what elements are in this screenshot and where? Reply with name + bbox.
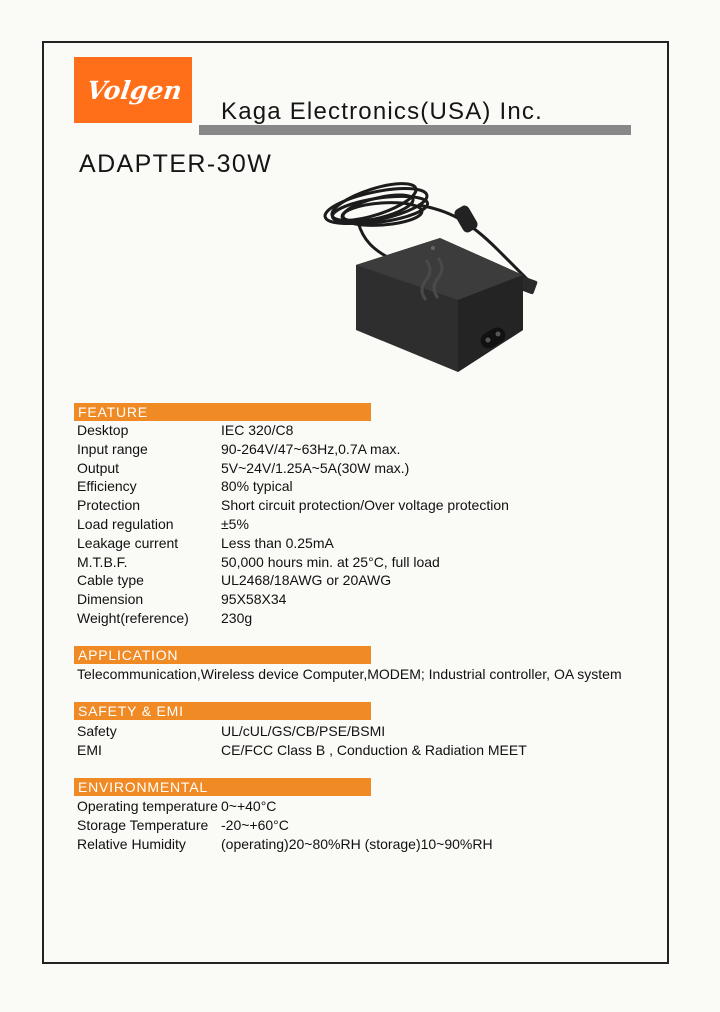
safety-value: CE/FCC Class B , Conduction & Radiation MEET bbox=[221, 741, 527, 758]
application-section-header: APPLICATION bbox=[74, 646, 371, 664]
feature-label: Leakage current bbox=[77, 534, 179, 551]
feature-value: IEC 320/C8 bbox=[221, 422, 294, 438]
feature-label: Load regulation bbox=[77, 516, 174, 532]
safety-section-header: SAFETY & EMI bbox=[74, 702, 371, 720]
company-name: Kaga Electronics(USA) Inc. bbox=[221, 98, 543, 125]
feature-label: Output bbox=[77, 459, 120, 476]
feature-value: 80% typical bbox=[221, 478, 293, 495]
safety-value: UL/cUL/GS/CB/PSE/BSMI bbox=[221, 723, 386, 739]
volgen-logo bbox=[74, 57, 192, 123]
feature-value: 50,000 hours min. at 25°C, full load bbox=[221, 553, 440, 570]
feature-label: Desktop bbox=[77, 422, 129, 438]
feature-label: Protection bbox=[77, 497, 141, 514]
feature-label: Cable type bbox=[77, 572, 144, 589]
feature-value: UL2468/18AWG or 20AWG bbox=[221, 572, 392, 589]
feature-label: Input range bbox=[77, 440, 148, 457]
safety-label: Safety bbox=[77, 723, 117, 739]
feature-label: Dimension bbox=[77, 591, 144, 608]
environmental-value: -20~+60°C bbox=[221, 816, 289, 833]
feature-value: 5V~24V/1.25A~5A(30W max.) bbox=[221, 459, 410, 476]
environmental-section-header: ENVIRONMENTAL bbox=[74, 778, 371, 796]
feature-value: 90-264V/47~63Hz,0.7A max. bbox=[221, 440, 401, 457]
feature-value: Short circuit protection/Over voltage protection bbox=[221, 497, 509, 514]
feature-value: ±5% bbox=[221, 516, 249, 532]
feature-label: M.T.B.F. bbox=[77, 553, 128, 570]
safety-label: EMI bbox=[77, 741, 102, 758]
feature-label: Efficiency bbox=[77, 478, 137, 495]
feature-section-header: FEATURE bbox=[74, 403, 371, 421]
environmental-value: (operating)20~80%RH (storage)10~90%RH bbox=[221, 835, 493, 852]
environmental-label: Relative Humidity bbox=[77, 835, 186, 852]
header-divider bbox=[199, 125, 631, 135]
svg-text:Volgen: Volgen bbox=[84, 75, 184, 105]
environmental-label: Operating temperature bbox=[77, 798, 218, 814]
environmental-value: 0~+40°C bbox=[221, 798, 277, 814]
feature-label: Weight(reference) bbox=[77, 610, 189, 626]
feature-value: 95X58X34 bbox=[221, 591, 287, 608]
adapter-product-photo bbox=[318, 180, 538, 385]
environmental-label: Storage Temperature bbox=[77, 816, 209, 833]
feature-value: Less than 0.25mA bbox=[221, 534, 334, 551]
feature-value: 230g bbox=[221, 610, 253, 626]
product-title: ADAPTER-30W bbox=[79, 150, 273, 178]
application-text: Telecommunication,Wireless device Computer,MODEM; Industrial controller, OA system bbox=[77, 666, 622, 682]
